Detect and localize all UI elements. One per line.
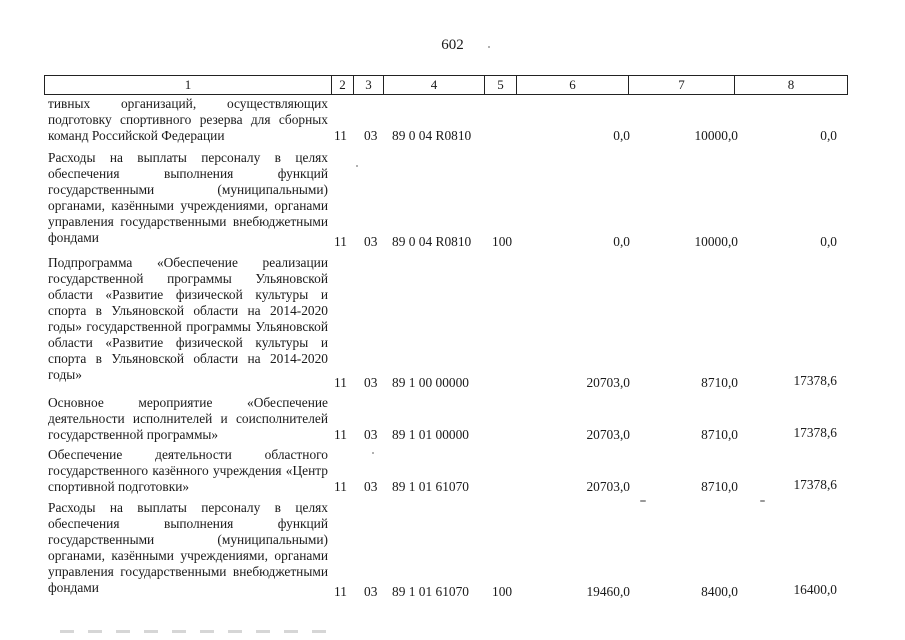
- row-value-7: 10000,0: [694, 128, 738, 143]
- scan-speck: [760, 500, 765, 502]
- row-section: 11: [334, 234, 347, 249]
- row-value-6: 20703,0: [586, 427, 630, 442]
- row-section: 11: [334, 128, 347, 143]
- row-value-6: 20703,0: [586, 479, 630, 494]
- scan-speck: [372, 452, 374, 454]
- row-value-7: 8400,0: [701, 584, 738, 599]
- row-value-6: 19460,0: [586, 584, 630, 599]
- row-target-code: 89 0 04 R0810: [392, 234, 472, 249]
- header-col-8: 8: [734, 76, 848, 94]
- row-description: Обеспечение деятельности областного государственного казённого учреждения «Центр спортивной подготовки»: [48, 447, 328, 494]
- row-value-6: 0,0: [613, 128, 630, 143]
- row-section: 11: [334, 584, 347, 599]
- header-col-1: 1: [44, 76, 331, 94]
- row-target-code: 89 1 01 61070: [392, 479, 469, 494]
- scan-speck: [488, 46, 490, 48]
- row-subsection: 03: [364, 234, 378, 249]
- row-section: 11: [334, 427, 347, 442]
- row-section: 11: [334, 375, 347, 390]
- row-subsection: 03: [364, 375, 378, 390]
- header-col-6: 6: [516, 76, 628, 94]
- row-target-code: 89 0 04 R0810: [392, 128, 472, 143]
- row-value-6: 20703,0: [586, 375, 630, 390]
- row-subsection: 03: [364, 427, 378, 442]
- row-subsection: 03: [364, 479, 378, 494]
- row-target-code: 89 1 01 00000: [392, 427, 469, 442]
- page-number: 602: [441, 37, 464, 53]
- row-value-6: 0,0: [613, 234, 630, 249]
- header-col-3: 3: [353, 76, 383, 94]
- table-header: [44, 75, 848, 95]
- row-value-7: 8710,0: [701, 427, 738, 442]
- row-subsection: 03: [364, 584, 378, 599]
- row-description: Расходы на выплаты персоналу в целях обеспечения выполнения функций государственными (муниципальными) органами, казёнными учреждениями, органами управления государственными внебюджетными фондами: [48, 500, 328, 595]
- header-col-4: 4: [383, 76, 484, 94]
- row-target-code: 89 1 00 00000: [392, 375, 469, 390]
- header-col-5: 5: [484, 76, 516, 94]
- row-value-8: 0,0: [820, 128, 837, 143]
- row-description: тивных организаций, осуществляющих подготовку спортивного резерва для сборных команд Российской Федерации: [48, 96, 328, 143]
- scan-speck: [356, 165, 358, 167]
- row-description: Расходы на выплаты персоналу в целях обеспечения выполнения функций государственными (муниципальными) органами, казёнными учреждениями, органами управления государственными внебюджетными фондами: [48, 150, 328, 245]
- row-expense-type: 100: [492, 584, 513, 599]
- row-subsection: 03: [364, 128, 378, 143]
- row-value-7: 8710,0: [701, 479, 738, 494]
- row-value-8: 0,0: [820, 234, 837, 249]
- scan-speck: [640, 500, 646, 502]
- row-expense-type: 100: [492, 234, 513, 249]
- row-section: 11: [334, 479, 347, 494]
- row-value-8: 17378,6: [793, 373, 837, 388]
- row-value-8: 16400,0: [793, 582, 837, 597]
- header-col-7: 7: [628, 76, 734, 94]
- row-target-code: 89 1 01 61070: [392, 584, 469, 599]
- row-value-8: 17378,6: [793, 477, 837, 492]
- scan-edge-noise: [60, 630, 340, 633]
- row-description: Подпрограмма «Обеспечение реализации государственной программы Ульяновской области «Развитие физической культуры и спорта в Ульяновской области на 2014-2020 годы» государственной программы Ульяновской области «Развитие физической культуры и спорта в Ульяновской области на 2014-2020 годы»: [48, 255, 328, 382]
- row-value-7: 8710,0: [701, 375, 738, 390]
- row-value-7: 10000,0: [694, 234, 738, 249]
- header-col-2: 2: [331, 76, 353, 94]
- row-value-8: 17378,6: [793, 425, 837, 440]
- row-description: Основное мероприятие «Обеспечение деятельности исполнителей и соисполнителей государственной программы»: [48, 395, 328, 442]
